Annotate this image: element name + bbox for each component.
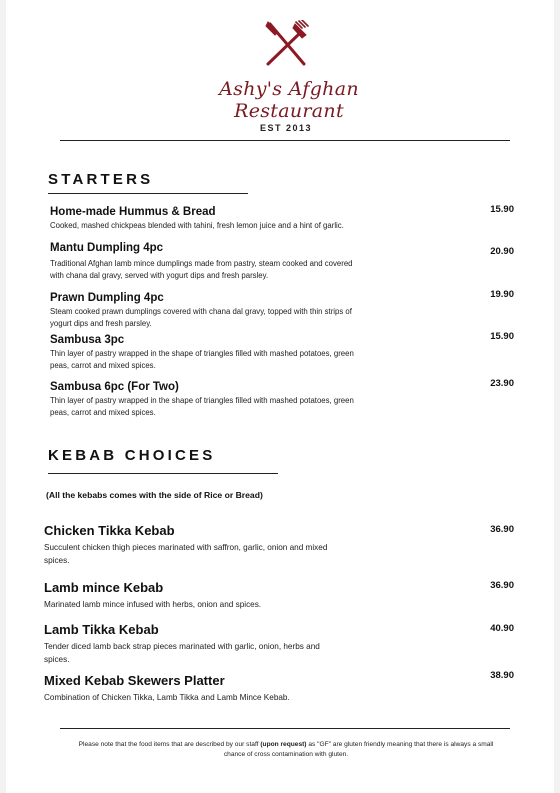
- starters-heading: STARTERS: [48, 171, 154, 188]
- menu-item: [50, 334, 380, 371]
- item-name: Mixed Kebab Skewers Platter: [44, 673, 225, 688]
- item-price: 36.90: [490, 580, 514, 591]
- menu-item: [44, 580, 374, 611]
- kebab-underline: [48, 473, 278, 474]
- item-name: Home-made Hummus & Bread: [50, 206, 216, 218]
- item-description: Cooked, mashed chickpeas blended with tahini, fresh lemon juice and a hint of garlic.: [50, 221, 344, 230]
- disclaimer-emphasis: (upon request): [260, 741, 307, 748]
- item-price: 36.90: [490, 524, 514, 535]
- menu-item: [44, 673, 374, 704]
- item-name: Chicken Tikka Kebab: [44, 523, 175, 538]
- item-description: Succulent chicken thigh pieces marinated with saffron, garlic, onion and mixed spices.: [44, 543, 328, 565]
- item-name: Lamb mince Kebab: [44, 580, 164, 595]
- item-price: 15.90: [490, 331, 514, 342]
- item-description: Combination of Chicken Tikka, Lamb Tikka and Lamb Mince Kebab.: [44, 693, 290, 702]
- menu-item: [44, 523, 374, 567]
- item-name: Lamb Tikka Kebab: [44, 622, 159, 637]
- gluten-disclaimer: [76, 740, 496, 760]
- disclaimer-text-end: as "GF" are gluten friendly meaning that there is always a small chance of cross contamination with gluten.: [223, 741, 494, 758]
- item-description: Thin layer of pastry wrapped in the shape of triangles filled with mashed potatoes, green peas, carrot and mixed spices.: [50, 349, 354, 370]
- fork-and-knife-icon: [262, 20, 310, 68]
- item-name: Mantu Dumpling 4pc: [50, 242, 164, 254]
- footer-divider: [60, 728, 510, 729]
- item-name: Prawn Dumpling 4pc: [50, 292, 164, 304]
- item-description: Tender diced lamb back strap pieces marinated with garlic, onion, herbs and spices.: [44, 642, 320, 664]
- menu-page: [6, 0, 554, 793]
- item-price: 40.90: [490, 623, 514, 634]
- header-divider: [60, 140, 510, 141]
- restaurant-name: Ashy's Afghan Restaurant: [219, 78, 359, 122]
- item-name: Sambusa 6pc (For Two): [50, 381, 179, 393]
- menu-item: [50, 206, 380, 232]
- established-year: EST 2013: [259, 123, 313, 133]
- kebab-heading: KEBAB CHOICES: [48, 447, 216, 464]
- item-description: Thin layer of pastry wrapped in the shape of triangles filled with mashed potatoes, green peas, carrot and mixed spices.: [50, 396, 354, 417]
- menu-item: [50, 381, 380, 418]
- item-price: 20.90: [490, 246, 514, 257]
- kebab-side-note: (All the kebabs comes with the side of Rice or Bread): [46, 490, 263, 500]
- item-price: 19.90: [490, 289, 514, 300]
- item-name: Sambusa 3pc: [50, 334, 125, 346]
- item-price: 15.90: [490, 204, 514, 215]
- item-price: 23.90: [490, 378, 514, 389]
- item-price: 38.90: [490, 670, 514, 681]
- menu-item: [44, 622, 374, 666]
- item-description: Steam cooked prawn dumplings covered with chana dal gravy, topped with thin strips of yogurt dips and fresh parsley.: [50, 307, 352, 328]
- menu-item: [50, 242, 380, 281]
- starters-underline: [48, 193, 248, 194]
- disclaimer-text: Please note that the food items that are described by our staff: [78, 741, 259, 748]
- item-description: Marinated lamb mince infused with herbs, onion and spices.: [44, 600, 262, 609]
- item-description: Traditional Afghan lamb mince dumplings made from pastry, steam cooked and covered with chana dal gravy, served with yogurt dips and fresh parsley.: [50, 259, 353, 280]
- menu-item: [50, 292, 380, 329]
